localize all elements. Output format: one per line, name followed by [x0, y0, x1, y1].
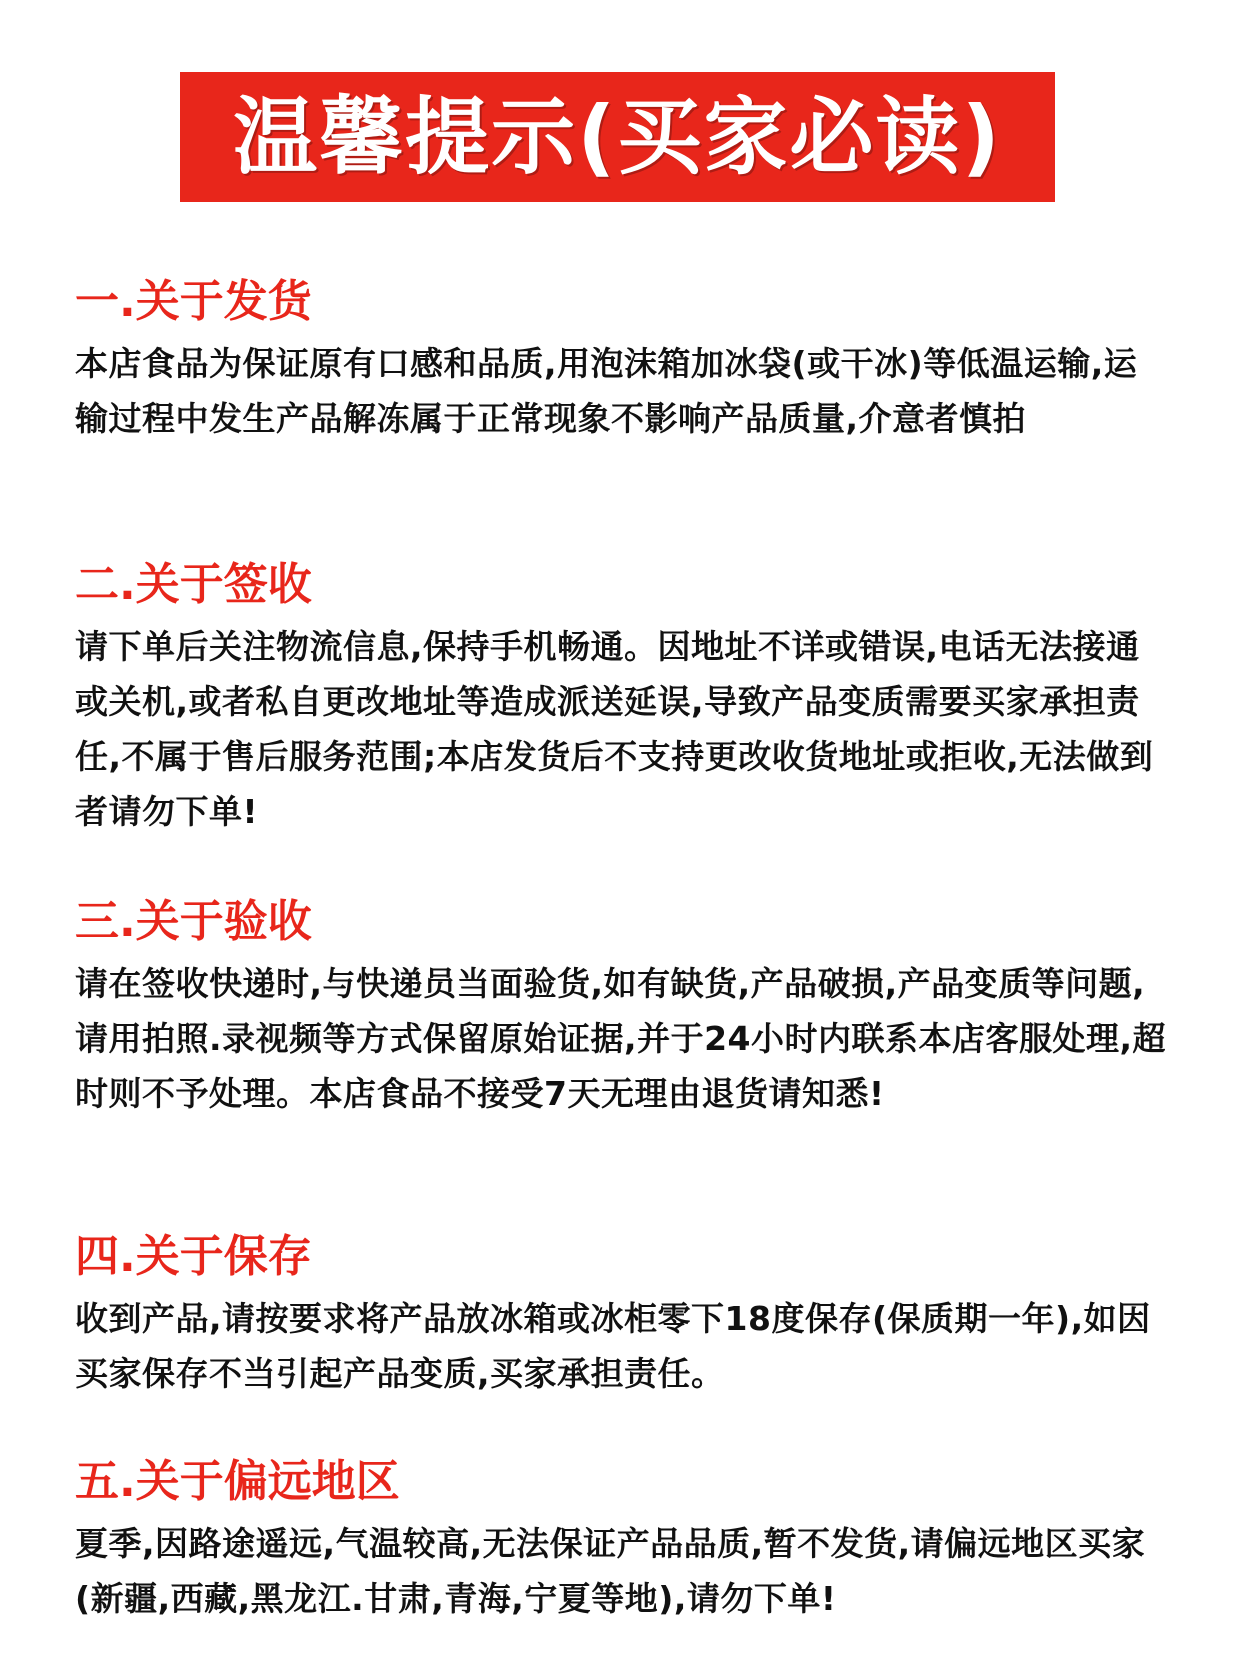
section-remote-areas [75, 1452, 1170, 1626]
section-inspection [75, 892, 1170, 1121]
section-body-shipping: 本店食品为保证原有口感和品质,用泡沫箱加冰袋(或干冰)等低温运输,运输过程中发生产品解冻属于正常现象不影响产品质量,介意者慎拍 [75, 344, 1138, 438]
section-heading-remote-areas: 五.关于偏远地区 [75, 1456, 400, 1507]
section-heading-inspection: 三.关于验收 [75, 896, 312, 947]
title-banner [180, 72, 1055, 202]
page-title: 温馨提示(买家必读) [233, 88, 1002, 186]
section-body-storage: 收到产品,请按要求将产品放冰箱或冰柜零下18度保存(保质期一年),如因买家保存不当引起产品变质,买家承担责任。 [75, 1299, 1151, 1393]
section-heading-signing: 二.关于签收 [75, 559, 312, 610]
section-shipping [75, 272, 1170, 446]
section-body-signing: 请下单后关注物流信息,保持手机畅通。因地址不详或错误,电话无法接通或关机,或者私自更改地址等造成派送延误,导致产品变质需要买家承担责任,不属于售后服务范围;本店发货后不支持更改收货地址或拒收,无法做到者请勿下单! [75, 627, 1154, 831]
section-heading-shipping: 一.关于发货 [75, 276, 312, 327]
section-signing [75, 555, 1170, 839]
section-body-inspection: 请在签收快递时,与快递员当面验货,如有缺货,产品破损,产品变质等问题,请用拍照.录视频等方式保留原始证据,并于24小时内联系本店客服处理,超时则不予处理。本店食品不接受7天无理由退货请知悉! [75, 964, 1167, 1113]
section-storage [75, 1227, 1170, 1401]
section-body-remote-areas: 夏季,因路途遥远,气温较高,无法保证产品品质,暂不发货,请偏远地区买家(新疆,西藏,黑龙江.甘肃,青海,宁夏等地),请勿下单! [75, 1524, 1146, 1618]
section-heading-storage: 四.关于保存 [75, 1231, 312, 1282]
